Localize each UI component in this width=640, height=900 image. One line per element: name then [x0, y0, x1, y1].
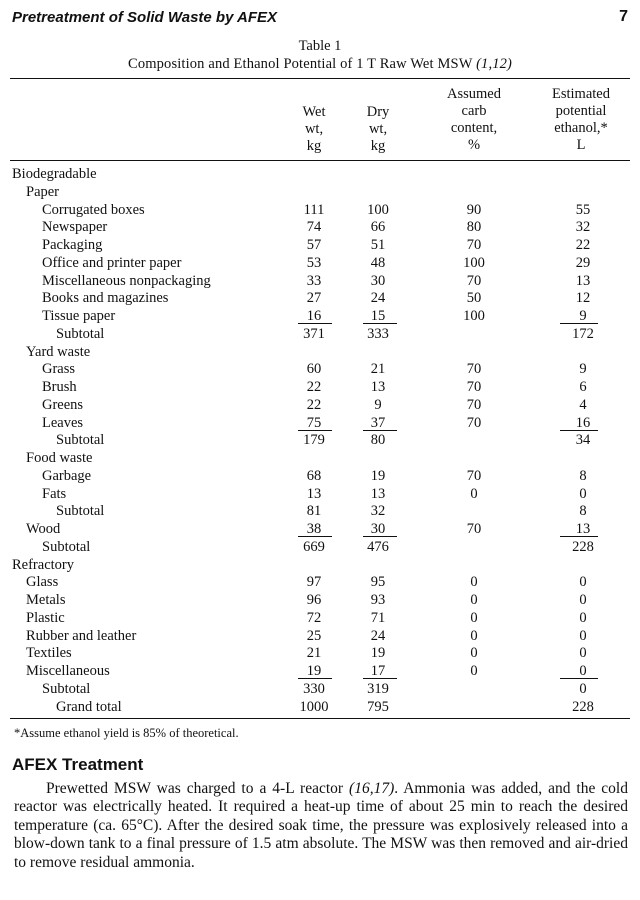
table-row [0, 361, 640, 379]
table-cell: 0 [470, 663, 478, 679]
subtotal-underline [298, 323, 332, 324]
table-cell: 48 [370, 254, 386, 271]
row-label: Tissue paper [42, 308, 116, 324]
table-cell: 24 [370, 290, 386, 307]
table-row [0, 557, 640, 575]
table-cell: 13 [306, 485, 322, 502]
column-header-line: wt, [368, 121, 388, 137]
row-label: Plastic [26, 609, 65, 626]
table-row [0, 468, 640, 486]
table-cell: 70 [466, 521, 482, 537]
row-label: Paper [26, 183, 60, 200]
table-title-reference: (1,12) [476, 56, 512, 72]
table-row [0, 592, 640, 610]
table-cell: 0 [579, 592, 587, 608]
table-cell: 1000 [299, 698, 329, 715]
table-cell: 25 [306, 627, 322, 644]
row-label: Wood [26, 521, 61, 537]
subtotal-underline [298, 678, 332, 679]
row-label: Greens [42, 396, 84, 413]
table-cell: 17 [370, 663, 386, 679]
table-row [0, 219, 640, 237]
running-header [12, 6, 628, 28]
table-cell: 330 [303, 680, 325, 697]
row-label: Grand total [56, 698, 122, 715]
row-label: Miscellaneous [26, 663, 110, 679]
subtotal-underline [363, 678, 397, 679]
table-cell: 19 [370, 467, 386, 484]
table-footnote: *Assume ethanol yield is 85% of theoretical. [14, 726, 239, 740]
table-cell: 0 [470, 609, 478, 626]
table-cell: 70 [466, 272, 482, 289]
table-cell: 319 [367, 680, 389, 697]
table-cell: 476 [367, 538, 389, 555]
table-cell: 97 [306, 574, 322, 591]
table-cell: 90 [466, 201, 482, 218]
table-cell: 371 [303, 325, 325, 342]
table-cell: 795 [367, 698, 389, 715]
table-cell: 100 [463, 254, 485, 271]
column-header-line: Wet [302, 104, 326, 120]
row-label: Miscellaneous nonpackaging [42, 272, 211, 289]
row-label: Subtotal [56, 503, 105, 520]
table-cell: 13 [370, 379, 386, 395]
column-header-line: kg [306, 138, 322, 154]
subtotal-underline [363, 430, 397, 431]
subtotal-underline [363, 536, 397, 537]
table-cell: 30 [370, 272, 386, 289]
column-header-line: content, [450, 120, 498, 136]
row-label: Books and magazines [42, 290, 169, 307]
table-cell: 22 [575, 237, 591, 253]
column-header-line: Estimated [552, 86, 610, 102]
column-header-line: ethanol,* [554, 120, 608, 136]
table-row [0, 450, 640, 468]
row-label: Food waste [26, 450, 93, 466]
column-header-dry-weight [348, 104, 408, 155]
table-row [0, 379, 640, 397]
row-label: Packaging [42, 237, 103, 253]
subtotal-underline [560, 323, 598, 324]
table-row [0, 663, 640, 681]
table-cell: 9 [579, 361, 587, 378]
table-cell: 96 [306, 592, 322, 608]
table-label: Table 1 [298, 38, 342, 54]
table-cell: 0 [470, 592, 478, 608]
table-cell: 70 [466, 396, 482, 413]
table-cell: 55 [575, 201, 591, 218]
table-cell: 0 [470, 485, 478, 502]
table-cell: 66 [370, 219, 386, 236]
row-label: Refractory [12, 556, 74, 573]
table-cell: 53 [306, 254, 322, 271]
table-cell: 21 [370, 361, 386, 378]
table-cell: 80 [466, 219, 482, 236]
table-cell: 179 [303, 432, 325, 449]
table-cell: 0 [470, 627, 478, 644]
table-body [0, 166, 640, 716]
table-row [0, 273, 640, 291]
table-row [0, 699, 640, 717]
table-row [0, 486, 640, 504]
column-header-line: potential [555, 103, 607, 119]
table-row [0, 610, 640, 628]
table-cell: 50 [466, 290, 482, 307]
table-cell: 51 [370, 237, 386, 253]
table-row [0, 308, 640, 326]
table-row [0, 255, 640, 273]
row-label: Grass [42, 361, 76, 378]
table-cell: 19 [370, 645, 386, 662]
table-cell: 13 [370, 485, 386, 502]
table-cell: 15 [370, 308, 386, 324]
table-cell: 100 [463, 308, 485, 324]
table-row [0, 503, 640, 521]
paragraph-text: Prewetted MSW was charged to a 4-L reactor [46, 780, 350, 797]
table-row [0, 166, 640, 184]
table-cell: 16 [575, 414, 591, 431]
table-cell: 30 [370, 521, 386, 537]
table-cell: 8 [579, 503, 587, 520]
table-cell: 72 [306, 609, 322, 626]
table-cell: 12 [575, 290, 591, 307]
row-label: Leaves [42, 414, 84, 431]
row-label: Subtotal [56, 325, 105, 342]
table-cell: 68 [306, 467, 322, 484]
table-cell: 93 [370, 592, 386, 608]
row-label: Office and printer paper [42, 254, 182, 271]
table-cell: 21 [306, 645, 322, 662]
column-header-line: Dry [366, 104, 390, 120]
table-title-text: Composition and Ethanol Potential of 1 T Raw Wet MSW [128, 56, 477, 72]
table-cell: 0 [579, 663, 587, 679]
table-row [0, 290, 640, 308]
table-cell: 8 [579, 467, 587, 484]
table-cell: 75 [306, 414, 322, 431]
table-cell: 74 [306, 219, 322, 236]
row-label: Subtotal [56, 432, 105, 449]
table-cell: 0 [470, 645, 478, 662]
table-cell: 70 [466, 414, 482, 431]
subtotal-underline [560, 536, 598, 537]
table-cell: 38 [306, 521, 322, 537]
table-row [0, 574, 640, 592]
table-cell: 27 [306, 290, 322, 307]
table-cell: 13 [575, 272, 591, 289]
table-cell: 9 [579, 308, 587, 324]
column-header-line: carb [461, 103, 487, 119]
table-cell: 6 [579, 379, 587, 395]
subtotal-underline [363, 323, 397, 324]
table-cell: 100 [367, 201, 389, 218]
table-cell: 172 [572, 325, 594, 342]
table-cell: 228 [572, 698, 594, 715]
column-header-line: kg [370, 138, 386, 154]
table-cell: 70 [466, 361, 482, 378]
table-cell: 34 [575, 432, 591, 449]
table-row [0, 432, 640, 450]
column-header-line: L [576, 137, 586, 153]
paragraph-text: . Ammonia was added, and the cold reactor was electrically heated. It required a heat-up time of about 25 min to reach the desired temperature (ca. 65°C). After the desired soak time, the pressure was explosively released into a blow-down tank to a final pressure of 1.5 atm absolute. The MSW was then removed and air-dried to remove residual ammonia. [14, 780, 628, 871]
section-heading: AFEX Treatment [12, 755, 144, 774]
row-label: Biodegradable [12, 166, 97, 182]
table-cell: 111 [303, 201, 325, 218]
table-cell: 333 [367, 325, 389, 342]
row-label: Brush [42, 379, 77, 395]
table-cell: 4 [579, 396, 587, 413]
table-cell: 0 [579, 574, 587, 591]
subtotal-underline [560, 678, 598, 679]
table-cell: 70 [466, 379, 482, 395]
table-row [0, 628, 640, 646]
table-cell: 0 [579, 485, 587, 502]
row-label: Corrugated boxes [42, 201, 145, 218]
row-label: Glass [26, 574, 59, 591]
body-paragraph [14, 780, 628, 872]
column-header-ethanol-potential [526, 86, 636, 154]
table-bottom-rule [10, 718, 630, 719]
row-label: Metals [26, 592, 66, 608]
table-cell: 80 [370, 432, 386, 449]
table-row [0, 681, 640, 699]
row-label: Yard waste [26, 343, 91, 360]
table-cell: 0 [579, 680, 587, 697]
table-cell: 19 [306, 663, 322, 679]
paragraph-reference: (16,17) [349, 780, 395, 797]
table-cell: 32 [370, 503, 386, 520]
table-cell: 60 [306, 361, 322, 378]
table-cell: 13 [575, 521, 591, 537]
table-cell: 16 [306, 308, 322, 324]
table-row [0, 237, 640, 255]
column-header-line: wt, [304, 121, 324, 137]
table-row [0, 184, 640, 202]
table-top-rule [10, 78, 630, 79]
table-row [0, 202, 640, 220]
column-header-line: Assumed [447, 86, 501, 102]
table-row [0, 521, 640, 539]
column-header-line: % [467, 137, 481, 153]
table-cell: 81 [306, 503, 322, 520]
table-row [0, 415, 640, 433]
table-cell: 57 [306, 237, 322, 253]
table-cell: 70 [466, 237, 482, 253]
table-row [0, 645, 640, 663]
table-row [0, 326, 640, 344]
table-cell: 0 [579, 609, 587, 626]
table-cell: 22 [306, 379, 322, 395]
subtotal-underline [298, 536, 332, 537]
table-cell: 22 [306, 396, 322, 413]
row-label: Subtotal [42, 538, 91, 555]
table-cell: 669 [303, 538, 325, 555]
subtotal-underline [298, 430, 332, 431]
table-header-rule [10, 160, 630, 161]
column-header-carb-content [426, 86, 522, 154]
column-header-wet-weight [284, 104, 344, 155]
subtotal-underline [560, 430, 598, 431]
table-row [0, 397, 640, 415]
table-cell: 9 [374, 396, 382, 413]
running-title: Pretreatment of Solid Waste by AFEX [12, 8, 278, 26]
table-row [0, 344, 640, 362]
row-label: Garbage [42, 467, 92, 484]
table-cell: 71 [370, 609, 386, 626]
table-row [0, 539, 640, 557]
table-cell: 29 [575, 254, 591, 271]
table-cell: 24 [370, 627, 386, 644]
row-label: Textiles [26, 645, 72, 662]
table-cell: 32 [575, 219, 591, 236]
table-cell: 0 [579, 627, 587, 644]
table-cell: 33 [306, 272, 322, 289]
row-label: Subtotal [42, 680, 91, 697]
table-cell: 228 [572, 538, 594, 555]
table-cell: 0 [470, 574, 478, 591]
row-label: Rubber and leather [26, 627, 137, 644]
table-title [0, 56, 640, 73]
table-cell: 95 [370, 574, 386, 591]
table-cell: 37 [370, 414, 386, 431]
page-number: 7 [619, 8, 628, 25]
table-cell: 0 [579, 645, 587, 662]
row-label: Newspaper [42, 219, 108, 236]
table-cell: 70 [466, 467, 482, 484]
row-label: Fats [42, 485, 67, 502]
